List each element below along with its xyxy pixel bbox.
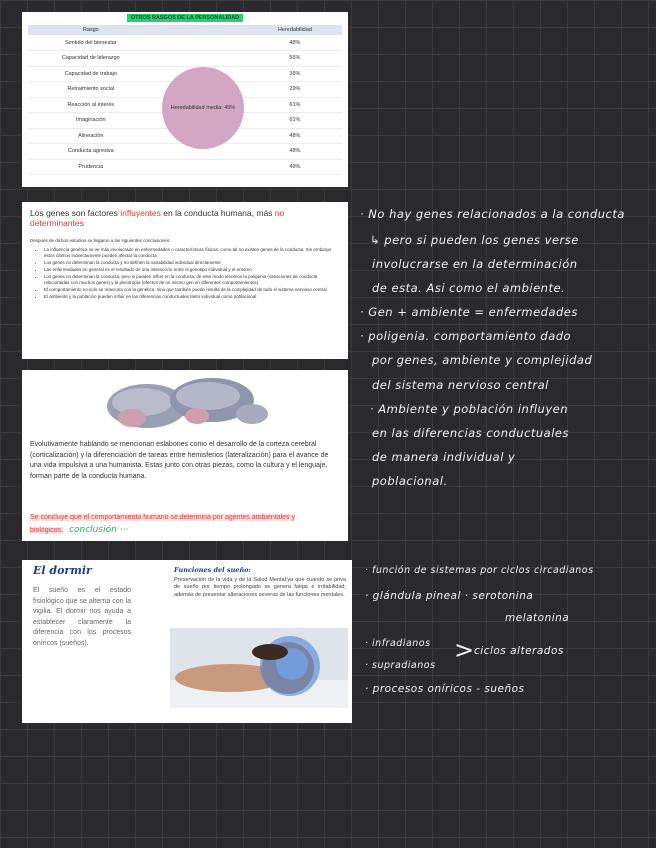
personality-traits-card [22, 12, 348, 187]
note-line: · poligenia. comportamiento dado [360, 329, 572, 343]
note-line: involucrarse en la determinación [372, 257, 578, 271]
table-row: Capacidad de trabajo 36% [28, 66, 342, 82]
note-line: poblacional. [372, 474, 448, 488]
note-line: melatonina [505, 612, 570, 624]
bracket-icon: > [454, 636, 475, 664]
list-item: • Los genes no determinan la conducta y no definen la variabilidad individual directamente [44, 260, 340, 266]
note-line: ciclos alterados [474, 645, 564, 657]
table-row: Retraimiento social 29% [28, 82, 342, 98]
sleep-text: El sueño es el estado fisiológico que se alterna con la vigilia. El dormir nos ayuda a establecer claramente la diferencia con los procesos oníricos (sueños). [33, 587, 131, 647]
note-line: ↳ pero si pueden los genes verse [370, 233, 579, 247]
table-row: Imaginación 61% [28, 113, 342, 129]
note-line: · Gen + ambiente = enfermedades [360, 305, 578, 319]
note-line: de manera individual y [372, 450, 516, 464]
note-line: · No hay genes relacionados a la conducta [360, 207, 625, 221]
note-line: · infradianos [365, 638, 431, 649]
list-item: • La influencia genética se ve más involucrado en enfermedades o características físicas, como tal no existen genes de la conducta. Sin embargo estos últimos indirectamente pueden afectar la conducta [44, 247, 340, 259]
brain-evolution-image [102, 374, 272, 434]
table-row: Alineación 48% [28, 128, 342, 144]
note-line: en las diferencias conductuales [372, 426, 569, 440]
genes-card [22, 202, 348, 359]
sleep-functions-text: Preservación de la vida y de la Salud Mental:ya que cuando se priva de sueño por tiempo prolongado se genera fatiga e irritabilidad; además de presentar alteraciones severas de las funciones mentales. [174, 577, 346, 598]
header-heritability: Heredabilidad [248, 25, 342, 35]
table-title: OTROS RASGOS DE LA PERSONALIDAD [127, 14, 243, 22]
evolution-text: Evolutivamente hablando se mencionan eslabones como el desarrollo de la corteza cerebral (corticalización) y la diferenciación de tareas entre hemisferios (lateralización) para el avance de una vida impulsiva a una humanista. Estas junto con otras piezas, como la cultura y el lenguaje, forman parte de la conducta humana. [30, 441, 329, 480]
table-row: Sentido del bienestar 48% [28, 35, 342, 51]
heritability-pie [162, 67, 244, 149]
note-line: por genes, ambiente y complejidad [372, 353, 593, 367]
table-header-row [28, 25, 342, 35]
table-row: Prudencia 49% [28, 159, 342, 175]
sleeping-man-image [170, 628, 348, 708]
conclusion-text: Se concluye que el comportamiento humano se determina por agentes ambientales y biológicos. conclusión ··· [30, 514, 295, 535]
pie-label: Heredabilidad media: 49% [170, 105, 236, 111]
note-line: del sistema nervioso central [372, 378, 549, 392]
conclusions-list [30, 247, 340, 301]
conclusion-handnote: conclusión ··· [69, 524, 129, 535]
note-line: de esta. Asi como el ambiente. [372, 281, 566, 295]
header-trait: Rasgo [28, 25, 154, 35]
list-item: • El comportamiento no solo se relaciona con la genética, sino que también puede resulta de la complejidad de todo el sistema nervioso central [44, 287, 340, 293]
genes-title: Los genes son factores influyentes en la conducta humana, más no determinantes [30, 208, 285, 228]
sleep-functions-title: Funciones del sueño: [174, 566, 251, 574]
genes-intro: Después de dichos estudios se llegaron a las siguientes conclusiones: [30, 238, 171, 243]
table-row: Reacción al interés 61% [28, 97, 342, 113]
list-item: • Los genes no determinan la conducta, pero si pueden influir en la conducta, de este modo tenemos la poligenia (variaciones de conducta relacionadas con muchos genes) y la pleiotropía (efectos de un mismo gen en diferentes comportamientos) [44, 274, 340, 286]
note-line: · supradianos [365, 660, 436, 671]
note-line: · Ambiente y población influyen [370, 402, 569, 416]
table-row: Conducta agresiva 48% [28, 144, 342, 160]
sleep-title: El dormir [33, 564, 92, 577]
note-line: · procesos oníricos - sueños [365, 683, 525, 695]
table-row: Capacidad de liderazgo 56% [28, 51, 342, 67]
evolution-card [22, 370, 348, 541]
note-line: · función de sistemas por ciclos circadianos [365, 565, 594, 576]
list-item: • El ambiente y la población pueden influir en las diferencias conductuales tanto individual como poblacional [44, 294, 340, 300]
note-line: · glándula pineal · serotonina [365, 590, 534, 602]
list-item: • Las enfermedades en general es el resultado de una interacción entre el genotipo individual y el entorno [44, 267, 340, 273]
sleep-card [22, 560, 352, 723]
